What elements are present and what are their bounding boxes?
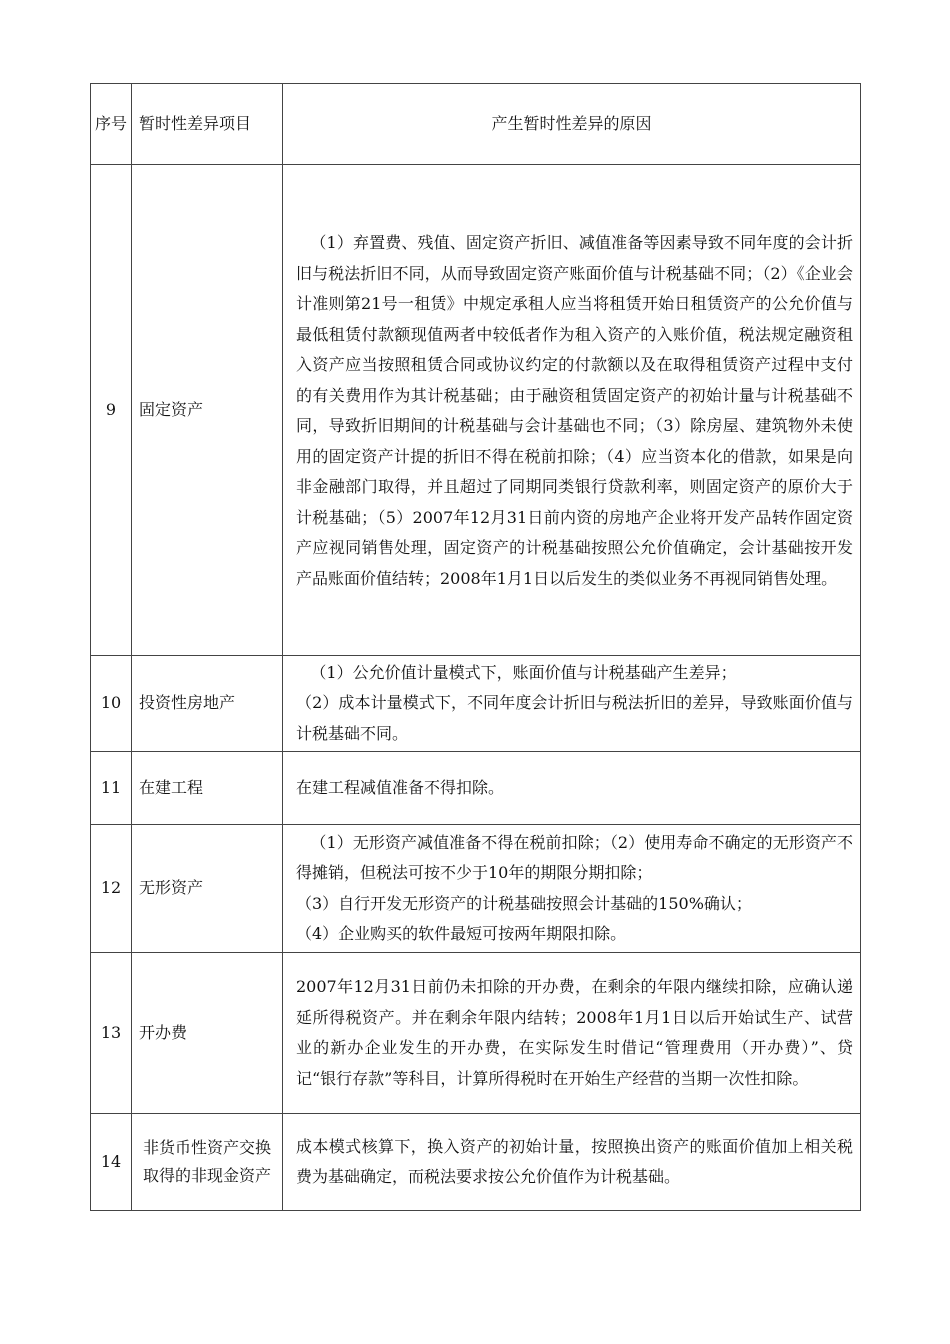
row-reason: （1）弃置费、残值、固定资产折旧、减值准备等因素导致不同年度的会计折旧与税法折旧不同，从而导致固定资产账面价值与计税基础不同；（2）《企业会计准则第21号一租赁》中规定承租人应当将租赁开始日租赁资产的公允价值与最低租赁付款额现值两者中较低者作为租入资产的入账价值，税法规定融资租入资产应当按照租赁合同或协议约定的付款额以及在取得租赁资产过程中支付的有关费用作为其计税基础；由于融资租赁固定资产的初始计量与计税基础不同，导致折旧期间的计税基础与会计基础也不同；（3）除房屋、建筑物外未使用的固定资产计提的折旧不得在税前扣除；（4）应当资本化的借款，如果是向非金融部门取得，并且超过了同期同类银行贷款利率，则固定资产的原价大于计税基础；（5）2007年12月31日前内资的房地产企业将开发产品转作固定资产应视同销售处理，固定资产的计税基础按照公允价值确定，会计基础按开发产品账面价值结转；2008年1月1日以后发生的类似业务不再视同销售处理。 [283,165,861,656]
table-row [91,1114,861,1211]
row-item: 在建工程 [132,752,283,825]
reason-line: （3）自行开发无形资产的计税基础按照会计基础的150%确认； [296,893,752,913]
row-reason: 成本模式核算下，换入资产的初始计量，按照换出资产的账面价值加上相关税费为基础确定，而税法要求按公允价值作为计税基础。 [283,1114,861,1211]
row-reason [283,656,861,752]
reason-line: （4）企业购买的软件最短可按两年期限扣除。 [296,924,627,943]
header-serial-number: 序号 [91,84,132,165]
row-item: 开办费 [132,953,283,1114]
row-number: 11 [91,752,132,825]
row-item: 固定资产 [132,165,283,656]
row-reason [283,825,861,953]
table-row [91,825,861,953]
row-number: 14 [91,1114,132,1211]
table-header-row [91,84,861,165]
row-item: 非货币性资产交换取得的非现金资产 [132,1114,283,1211]
row-number: 9 [91,165,132,656]
table-row [91,953,861,1114]
row-item: 无形资产 [132,825,283,953]
header-difference-reason: 产生暂时性差异的原因 [283,84,861,165]
table-row [91,165,861,656]
row-reason: 在建工程减值准备不得扣除。 [283,752,861,825]
table-row [91,656,861,752]
row-item: 投资性房地产 [132,656,283,752]
row-number: 13 [91,953,132,1114]
reason-line: （2）成本计量模式下，不同年度会计折旧与税法折旧的差异，导致账面价值与计税基础不同。 [296,693,853,743]
row-number: 10 [91,656,132,752]
reason-line: （1）公允价值计量模式下，账面价值与计税基础产生差异； [310,662,737,682]
table-row [91,752,861,825]
temporary-difference-table [90,83,861,1211]
header-difference-item: 暂时性差异项目 [132,84,283,165]
reason-line: （1）无形资产减值准备不得在税前扣除；（2）使用寿命不确定的无形资产不得摊销，但税法可按不少于10年的期限分期扣除； [296,832,853,882]
row-number: 12 [91,825,132,953]
row-reason: 2007年12月31日前仍未扣除的开办费，在剩余的年限内继续扣除，应确认递延所得税资产。并在剩余年限内结转；2008年1月1日以后开始试生产、试营业的新办企业发生的开办费，在实际发生时借记“管理费用（开办费）”、贷记“银行存款”等科目，计算所得税时在开始生产经营的当期一次性扣除。 [283,953,861,1114]
